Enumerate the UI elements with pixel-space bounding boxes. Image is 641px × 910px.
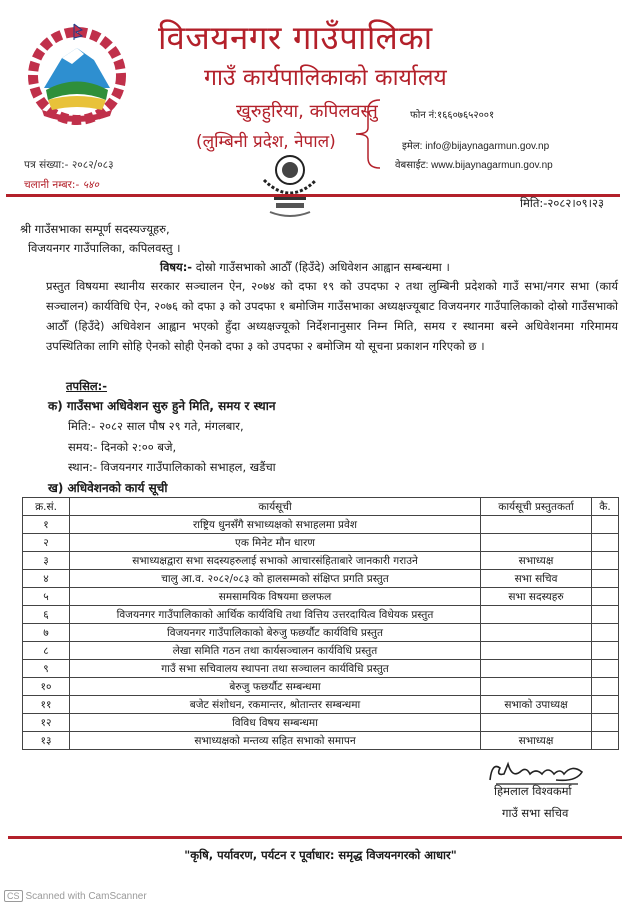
cell-remarks — [592, 606, 619, 624]
cell-serial: १ — [23, 516, 70, 534]
cell-presenter — [481, 660, 592, 678]
table-row — [23, 696, 619, 714]
cell-agenda: सभाध्यक्षद्वारा सभा सदस्यहरुलाई सभाको आचारसंहिताबारे जानकारी गराउने — [70, 552, 481, 570]
table-row — [23, 732, 619, 750]
header-remarks: कै. — [592, 498, 619, 516]
scanner-watermark — [4, 890, 147, 902]
cell-serial: ३ — [23, 552, 70, 570]
dispatch-label: चलानी नम्बर:- — [24, 179, 80, 191]
cell-presenter: सभाको उपाध्यक्ष — [481, 696, 592, 714]
email-address — [402, 138, 549, 152]
phone-label: फोन नं: — [410, 110, 437, 121]
cell-serial: ११ — [23, 696, 70, 714]
cell-remarks — [592, 516, 619, 534]
cell-serial: ४ — [23, 570, 70, 588]
cell-serial: ६ — [23, 606, 70, 624]
cell-serial: ७ — [23, 624, 70, 642]
cell-serial: ५ — [23, 588, 70, 606]
table-row — [23, 534, 619, 552]
phone-number — [410, 107, 494, 121]
cell-agenda: समसामयिक विषयमा छलफल — [70, 588, 481, 606]
cell-agenda: विजयनगर गाउँपालिकाको बेरुजु फछर्यौट कार्यविधि प्रस्तुत — [70, 624, 481, 642]
ref-label: पत्र संख्या:- — [24, 159, 69, 171]
reference-number — [24, 158, 114, 172]
table-row — [23, 660, 619, 678]
subject-line — [160, 257, 450, 277]
cell-agenda: एक मिनेट मौन धारण — [70, 534, 481, 552]
table-row — [23, 714, 619, 732]
cell-remarks — [592, 660, 619, 678]
table-row — [23, 588, 619, 606]
cell-presenter: सभा सचिव — [481, 570, 592, 588]
session-time: समय:- दिनको २:०० बजे, — [68, 440, 177, 454]
header-serial: क्र.सं. — [23, 498, 70, 516]
website-link[interactable]: www.bijaynagarmun.gov.np — [431, 160, 553, 171]
agenda-table — [22, 497, 619, 750]
letter-date: मिति:-२०८२।०९।२३ — [520, 196, 604, 210]
table-row — [23, 624, 619, 642]
cell-remarks — [592, 696, 619, 714]
cell-agenda: राष्ट्रिय धुनसँगै सभाध्यक्षको सभाहलमा प्रवेश — [70, 516, 481, 534]
website-label: वेबसाईट: — [395, 160, 429, 171]
dispatch-value: ५४० — [82, 179, 99, 191]
cell-remarks — [592, 570, 619, 588]
org-title: विजयनगर गाउँपालिका — [158, 18, 433, 57]
table-row — [23, 570, 619, 588]
body-paragraph: प्रस्तुत विषयमा स्थानीय सरकार सञ्चालन ऐन, २०७४ को दफा १९ को उपदफा २ तथा लुम्बिनी प्रदेशको गाउँ सभा/नगर सभा (कार्य सञ्चालन) कार्यविधि ऐन, २०७६ को दफा ३ को उपदफा १ बमोजिम गाउँसभाका अध्यक्षज्यूबाट विजयनगर गाउँपालिकाको दोस्रो गाउँसभाको आठौँ (हिउँदे) अधिवेशन आह्वान भएको हुँदा अध्यक्षज्यूको निर्देशनानुसार निम्न मिति, समय र स्थानमा बस्ने अधिवेशनमा गरिमामय उपस्थितिका लागि सोहि ऐनको सोही ऐनको दफा ३ को उपदफा २ बमोजिम यो सूचना प्रकाशन गरिएको छ । — [46, 279, 618, 353]
cell-agenda: गाउँ सभा सचिवालय स्थापना तथा सञ्चालन कार्यविधि प्रस्तुत — [70, 660, 481, 678]
address: खुरुहुरिया, कपिलवस्तु — [236, 101, 378, 122]
cell-serial: १३ — [23, 732, 70, 750]
dispatch-number — [24, 178, 99, 192]
addressee-line-1: श्री गाउँसभाका सम्पूर्ण सदस्यज्यूहरु, — [20, 222, 170, 236]
cell-agenda: विजयनगर गाउँपालिकाको आर्थिक कार्यविधि तथा वित्तिय उत्तरदायित्व विधेयक प्रस्तुत — [70, 606, 481, 624]
section-b-title: ख) अधिवेशनको कार्य सूची — [48, 481, 168, 495]
details-heading: तपसिल:- — [66, 379, 108, 393]
cell-serial: २ — [23, 534, 70, 552]
cell-agenda: लेखा समिति गठन तथा कार्यसञ्चालन कार्यविधि प्रस्तुत — [70, 642, 481, 660]
cell-agenda: सभाध्यक्षको मन्तव्य सहित सभाको समापन — [70, 732, 481, 750]
footer-slogan: "कृषि, पर्यावरण, पर्यटन र पूर्वाधार: समृद्ध विजयनगरको आधार" — [184, 848, 457, 862]
cell-remarks — [592, 642, 619, 660]
session-place: स्थान:- विजयनगर गाउँपालिकाको सभाहल, खडैंचा — [68, 460, 276, 474]
camscanner-icon: CS — [4, 890, 23, 902]
cell-remarks — [592, 714, 619, 732]
table-row — [23, 552, 619, 570]
cell-serial: ९ — [23, 660, 70, 678]
province: (लुम्बिनी प्रदेश, नेपाल) — [196, 132, 336, 152]
cell-presenter: सभाध्यक्ष — [481, 552, 592, 570]
email-label: इमेल: — [402, 141, 423, 152]
cell-presenter — [481, 606, 592, 624]
addressee-line-2: विजयनगर गाउँपालिका, कपिलवस्तु । — [28, 241, 181, 255]
cell-serial: १२ — [23, 714, 70, 732]
cell-serial: १० — [23, 678, 70, 696]
subject-text: दोस्रो गाउँसभाको आठौँ (हिउँदे) अधिवेशन आह्वान सम्बन्धमा । — [195, 260, 450, 274]
signer-name: हिमलाल विश्वकर्मा — [494, 784, 572, 798]
cell-agenda: चालु आ.व. २०८२/०८३ को हालसम्मको संक्षिप्त प्रगति प्रस्तुत — [70, 570, 481, 588]
office-title: गाउँ कार्यपालिकाको कार्यालय — [204, 65, 447, 91]
cell-presenter — [481, 534, 592, 552]
website-address — [395, 157, 553, 171]
cell-presenter — [481, 624, 592, 642]
ref-value: २०८२/०८३ — [71, 159, 114, 171]
cell-remarks — [592, 552, 619, 570]
table-row — [23, 642, 619, 660]
cell-presenter — [481, 678, 592, 696]
header-presenter: कार्यसूची प्रस्तुतकर्ता — [481, 498, 592, 516]
emblem-logo — [22, 18, 132, 128]
cell-presenter — [481, 642, 592, 660]
cell-remarks — [592, 624, 619, 642]
session-date: मिति:- २०८२ साल पौष २९ गते, मंगलबार, — [68, 419, 244, 433]
cell-presenter: सभा सदस्यहरु — [481, 588, 592, 606]
cell-presenter — [481, 714, 592, 732]
table-row — [23, 516, 619, 534]
cell-presenter: सभाध्यक्ष — [481, 732, 592, 750]
cell-remarks — [592, 588, 619, 606]
header-agenda: कार्यसूची — [70, 498, 481, 516]
cell-agenda: बजेट संशोधन, रकमान्तर, श्रोतान्तर सम्बन्धमा — [70, 696, 481, 714]
signer-title: गाउँ सभा सचिव — [502, 806, 569, 820]
cell-remarks — [592, 534, 619, 552]
phone-value: १६६०७६५२००१ — [436, 110, 495, 121]
cell-remarks — [592, 678, 619, 696]
cell-remarks — [592, 732, 619, 750]
cell-presenter — [481, 516, 592, 534]
office-seal-icon — [250, 150, 330, 220]
section-a-title: क) गाउँसभा अधिवेशन सुरु हुने मिति, समय र स्थान — [48, 399, 276, 413]
cell-serial: ८ — [23, 642, 70, 660]
table-row — [23, 606, 619, 624]
subject-label: विषय:- — [160, 260, 193, 274]
email-link[interactable]: info@bijaynagarmun.gov.np — [425, 141, 550, 152]
footer-divider — [8, 836, 622, 839]
table-header-row — [23, 498, 619, 516]
cell-agenda: विविध विषय सम्बन्धमा — [70, 714, 481, 732]
scanner-text: Scanned with CamScanner — [25, 891, 147, 902]
brace-divider-icon — [352, 98, 382, 170]
table-row — [23, 678, 619, 696]
cell-agenda: बेरुजु फछर्यौट सम्बन्धमा — [70, 678, 481, 696]
